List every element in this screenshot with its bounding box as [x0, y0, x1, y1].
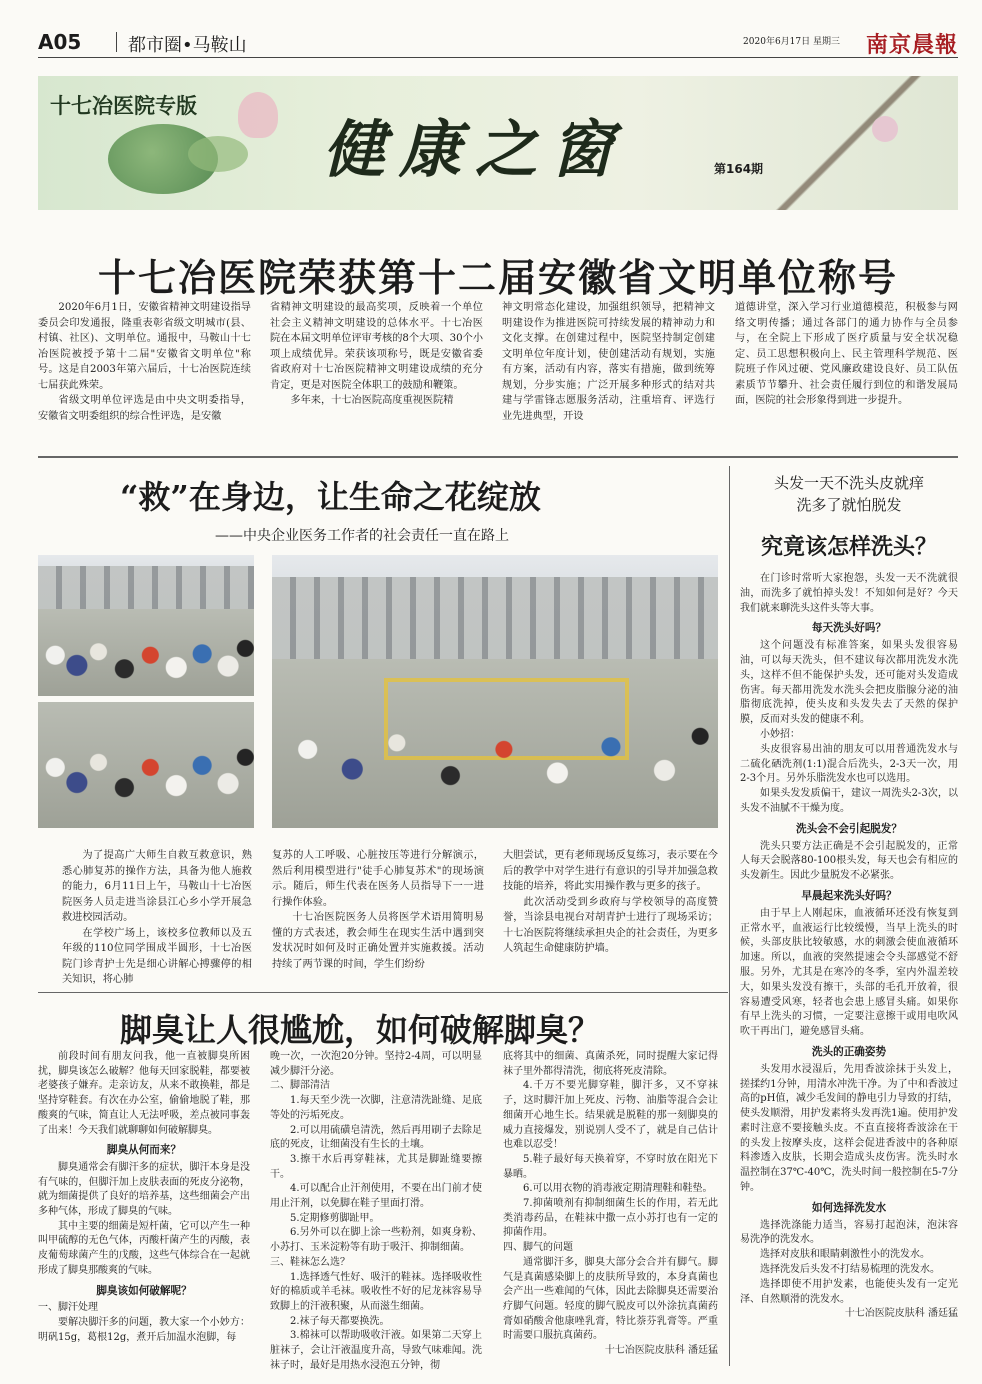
paragraph: 底将其中的细菌、真菌杀死，同时提醒大家记得袜子里外都得清洗，彻底将死皮清除。 [503, 1051, 718, 1077]
photo-school-square [272, 555, 718, 828]
paragraph: 1.每天至少洗一次脚，注意清洗趾缝、足底等处的污垢死皮。 [270, 1095, 482, 1121]
paragraph: 此次活动受到乡政府与学校领导的高度赞誉，当涂县电视台对胡青护士进行了现场采访；十七冶医院将继续承担央企的社会责任，为更多人筑起生命健康防护墙。 [503, 896, 718, 954]
paragraph: 选择即使不用护发素，也能使头发有一定光泽、自然顺滑的洗发水。 [740, 1278, 958, 1305]
column-banner [38, 76, 958, 210]
kicker-line: 洗多了就怕脱发 [796, 496, 902, 514]
plum-blossom-illustration [872, 116, 898, 142]
section-subheading: 如何选择洗发水 [811, 1201, 887, 1214]
paragraph: 2020年6月1日，安徽省精神文明建设指导委员会印发通报，隆重表彰省级文明城市(县、村镇、社区)、文明单位。通报中，马鞍山十七冶医院被授予第十二届"安徽省文明单位"称号。这是自2003年第六届后，十七冶医院连续七届获此殊荣。 [38, 302, 251, 391]
article-column [38, 1050, 250, 1345]
photo-cpr-practice [38, 702, 254, 828]
section-name: 都市圈•马鞍山 [128, 35, 247, 56]
section-divider [38, 456, 958, 458]
article-column [503, 1050, 718, 1359]
paragraph: 复苏的人工呼吸、心脏按压等进行分解演示，然后利用模型进行"徒手心肺复苏术"的现场演示。随后，师生代表在医务人员指导下一一进行操作体验。 [272, 850, 484, 908]
paragraph: 6.另外可以在脚上涂一些粉剂，如爽身粉、小苏打、玉米淀粉等有助于吸汗、抑制细菌。 [270, 1227, 482, 1254]
paragraph: 四、脚气的问题 [503, 1242, 573, 1254]
section-subheading: 脚臭从何而来？ [106, 1144, 182, 1157]
paragraph: 通常脚汗多，脚臭大部分会合并有脚气。脚气是真菌感染脚上的皮肤所导致的，本身真菌也会产出一些难闻的气体，因此去除脚臭还需要治疗脚气问题。轻度的脚气脱皮可以外涂抗真菌药膏如硝酸舍他康唑乳膏，特比萘芬乳膏等。严重时需要口服抗真菌药。 [503, 1256, 718, 1342]
author-byline: 十七冶医院皮肤科 潘廷猛 [604, 1345, 718, 1357]
section-subheading: 脚臭该如何破解呢？ [96, 1284, 192, 1297]
paragraph: 省精神文明建设的最高奖项，反映着一个单位社会主义精神文明建设的总体水平。十七冶医院在本届文明单位评审考核的8个大项、30个小项上成绩优异。荣获该项称号，既是安徽省委省政府对十七冶医院精神文明建设成绩的充分肯定，更是对医院全体职工的鼓励和鞭策。 [270, 302, 484, 391]
paragraph: 由于早上人刚起床，血液循环还没有恢复到正常水平，血液运行比较缓慢，当早上洗头的时候，头部皮肤比较敏感，水的刺激会使血液循环加速。所以，血液的突然提速会令头部感觉不舒服。另外，尤其是在寒冷的冬季，室内外温差较大，如果头发没有擦干，头部的毛孔开放着，很容易遭受风寒，轻者也会患上感冒头痛。如果你有早上洗头的习惯，一定要注意擦干或用电吹风吹干再出门，避免感冒头痛。 [740, 907, 958, 1038]
paragraph: 多年来，十七冶医院高度重视医院精 [290, 395, 454, 406]
lotus-leaf-illustration [188, 136, 248, 172]
issue-date: 2020年6月17日 星期三 [743, 37, 840, 47]
paragraph: 脚臭通常会有脚汗多的症状，脚汗本身是没有气味的，但脚汗加上皮肤表面的死皮分泌物，就为细菌提供了良好的培养基，这些细菌会产出多种气体，形成了脚臭的气味。 [38, 1161, 250, 1218]
paragraph: 一、脚汗处理 [38, 1302, 98, 1314]
issue-number: 第164期 [714, 162, 764, 176]
paragraph: 4.可以配合止汗剂使用，不要在出门前才使用止汗剂，以免脚在鞋子里面打滑。 [270, 1183, 482, 1210]
paragraph: 头发用水浸湿后，先用香波涂抹于头发上，搓揉约1分钟，用清水冲洗干净。为了中和香波过高的pH值，减少毛发间的静电引力导致的打结，使头发顺滑，用护发素将头发再洗1遍。使用护发素时注意不要接触头皮。不直直接将香波涂在干的头发上按摩头皮，这样会促进香波中的各种原料渗透入皮肤，长期会造成头皮伤害。洗头时水温控制在37℃-40℃，洗头时间一般控制在5-7分钟。 [740, 1063, 958, 1194]
article-kicker [740, 472, 958, 516]
article-column [502, 300, 715, 424]
paragraph: 三、鞋袜怎么选？ [270, 1256, 350, 1268]
section-subheading: 早晨起来洗头好吗？ [801, 889, 897, 902]
paragraph: 5.鞋子最好每天换着穿，不穿时放在阳光下暴晒。 [503, 1153, 718, 1180]
paragraph: 5.定期修剪脚趾甲。 [290, 1212, 380, 1224]
paragraph: 省级文明单位评选是由中央文明委指导，安徽省文明委组织的综合性评选，是安徽 [38, 395, 251, 422]
author-byline: 十七冶医院皮肤科 潘廷猛 [844, 1308, 958, 1320]
article-subheadline: ——中央企业医务工作者的社会责任一直在路上 [215, 528, 509, 544]
paragraph: 晚一次，一次泡20分钟。坚持2-4周，可以明显减少脚汗分泌。 [270, 1051, 482, 1077]
paragraph: 7.抑菌喷剂有抑制细菌生长的作用，若无此类消毒药品，在鞋袜中撒一点小苏打也有一定的抑菌作用。 [503, 1198, 718, 1239]
photo-cpr-training [38, 555, 254, 696]
special-edition-tag: 十七冶医院专版 [50, 94, 197, 118]
paragraph: 为了提高广大师生自救互救意识，熟悉心肺复苏的操作方法，具备为他人施救的能力，6月11日上午，马鞍山十七冶医院医务人员走进当涂县江心乡小学开展急救进校园活动。 [62, 850, 252, 923]
header-divider [116, 32, 117, 52]
paragraph: 小妙招： [760, 728, 800, 740]
paragraph: 选择洗发后头发不打结易梳理的洗发水。 [760, 1264, 940, 1276]
paragraph: 洗头只要方法正确是不会引起脱发的，正常人每天会脱落80-100根头发，每天也会有相应的头发新生。因此少量脱发不必紧张。 [740, 840, 958, 882]
section-subheading: 每天洗头好吗？ [811, 622, 887, 635]
newspaper-logo: 南京晨報 [865, 32, 958, 58]
article-column [272, 848, 484, 972]
kicker-line: 头发一天不洗头皮就痒 [773, 474, 924, 492]
paragraph: 3.棉袜可以帮助吸收汗液。如果第二天穿上脏袜子，会让汗液温度升高，导致气味难闻。洗袜子时，最好是用热水浸泡五分钟，彻 [270, 1330, 482, 1371]
article-headline: 十七冶医院荣获第十二届安徽省文明单位称号 [97, 255, 898, 300]
paragraph: 其中主要的细菌是短杆菌，它可以产生一种叫甲硫醇的无色气体，丙酸杆菌产生的丙酸，表皮葡萄球菌产生的戊酸，这些气体综合在一起就形成了脚臭那酸爽的气味。 [38, 1220, 250, 1276]
article-column [270, 300, 483, 409]
paragraph: 选择洗涤能力适当，容易打起泡沫，泡沫容易洗净的洗发水。 [740, 1219, 958, 1246]
article-column [735, 300, 958, 409]
column-divider [729, 466, 730, 1366]
paragraph: 大胆尝试，更有老师现场反复练习，表示要在今后的教学中对学生进行有意识的引导并加强急救技能的培养，将此实用操作教与更多的孩子。 [503, 850, 718, 892]
section-divider [38, 992, 728, 993]
paragraph: 要解决脚汗多的问题，教大家一个小妙方：明矾15g，葛根12g，煮开后加温水泡脚，每 [38, 1316, 250, 1343]
plum-branch-illustration [768, 76, 948, 210]
article-column [740, 572, 958, 1322]
paragraph: 4.千万不要光脚穿鞋，脚汗多，又不穿袜子，这时脚汗加上死皮、污物、油脂等混合会让细菌开心地生长。结果就是脱鞋的那一刻脚臭的威力直接爆发，别说别人受不了，就是自己估计也难以忍受！ [503, 1080, 718, 1151]
lotus-flower-illustration [238, 92, 278, 138]
paragraph: 在学校广场上，该校多位教师以及五年级的110位同学围成半圆形，十七冶医院门诊青护士先是细心讲解心搏骤停的相关知识，将心肺 [62, 927, 252, 985]
paragraph: 十七冶医院医务人员将医学术语用简明易懂的方式表述，教会师生在现实生活中遇到突发状况时如何及时正确处置并实施救援。活动持续了两节课的时间，学生们纷纷 [272, 912, 484, 970]
paragraph: 道德讲堂，深入学习行业道德模范，积极参与网络文明传播；通过各部门的通力协作与全员参与，在全院上下形成了医疗质量与安全状况稳定、员工思想积极向上、民主管理科学规范、医院班子作风过硬、党风廉政建设良好、员工队伍素质节节攀升、社会责任履行到位的和谐发展局面，医院的社会形象得到进一步提升。 [735, 302, 958, 406]
paragraph: 在门诊时常听大家抱怨，头发一天不洗就很油，而洗多了就怕掉头发！不知如何是好？今天我们就来聊洗头这件头等大事。 [740, 573, 958, 614]
article-column [503, 848, 718, 957]
page-number: A05 [38, 30, 82, 54]
paragraph: 3.擦干水后再穿鞋袜，尤其是脚趾缝要擦干。 [270, 1153, 482, 1180]
paragraph: 头皮很容易出油的朋友可以用普通洗发水与二硫化硒洗剂(1:1)混合后洗头，2-3天一次，用2-3个月。另外乐脂洗发水也可以选用。 [740, 743, 958, 785]
paragraph: 选择对皮肤和眼睛刺激性小的洗发水。 [760, 1249, 930, 1261]
paragraph: 2.袜子每天都要换洗。 [290, 1315, 390, 1327]
page-header [38, 30, 958, 58]
paragraph: 神文明常态化建设，加强组织领导，把精神文明建设作为推进医院可持续发展的精神动力和文化支撑。在创建过程中，医院坚持制定创建文明单位年度计划，使创建活动有规划，实施有方案，活动有内容，落实有措施，做到统筹规划，分步实施；广泛开展多种形式的结对共建与学雷锋志愿服务活动，注重培育、评选行业先进典型，开设 [502, 302, 715, 422]
paragraph: 二、脚部清洁 [270, 1080, 330, 1092]
section-subheading: 洗头的正确姿势 [811, 1045, 887, 1058]
paragraph: 这个问题没有标准答案，如果头发很容易油，可以每天洗头，但不建议每次都用洗发水洗头，这样不但不能保护头发，还可能对头发造成伤害。每天都用洗发水洗头会把皮脂腺分泌的油脂彻底洗掉，使头皮和头发失去了天然的保护膜，反而对头发的健康不利。 [740, 640, 958, 726]
paragraph: 2.可以用硫磺皂清洗，然后再用刷子去除足底的死皮，让细菌没有生长的土壤。 [270, 1124, 482, 1151]
column-title: 健康之窗 [323, 113, 628, 186]
paragraph: 前段时间有朋友问我，他一直被脚臭所困扰，脚臭该怎么破解？他每天回家脱鞋，都要被老婆孩子嫌弃。走亲访友，从来不敢换鞋，都是坚持穿鞋套。有次在办公室，偷偷地脱了鞋，那酸爽的气味，简直让人无法呼吸，差点被同事轰了出来！今天我们就聊聊如何破解脚臭。 [38, 1051, 250, 1136]
paragraph: 如果头发发质偏干，建议一周洗头2-3次，以头发不油腻不干燥为度。 [740, 788, 958, 814]
article-headline: 脚臭让人很尴尬，如何破解脚臭？ [120, 1011, 601, 1049]
article-column [270, 1050, 482, 1373]
article-headline: 究竟该怎样洗头？ [760, 534, 937, 560]
article-column [62, 848, 252, 988]
article-headline: “救”在身边，让生命之花绽放 [120, 478, 541, 516]
paragraph: 6.可以用衣物的消毒液定期清理鞋和鞋垫。 [523, 1183, 713, 1195]
paragraph: 1.选择透气性好、吸汗的鞋袜。选择吸收性好的棉质或羊毛袜。吸收性不好的尼龙袜容易导致脚上的汗液积聚，从而滋生细菌。 [270, 1271, 482, 1312]
section-subheading: 洗头会不会引起脱发？ [796, 822, 902, 835]
article-column [38, 300, 251, 424]
